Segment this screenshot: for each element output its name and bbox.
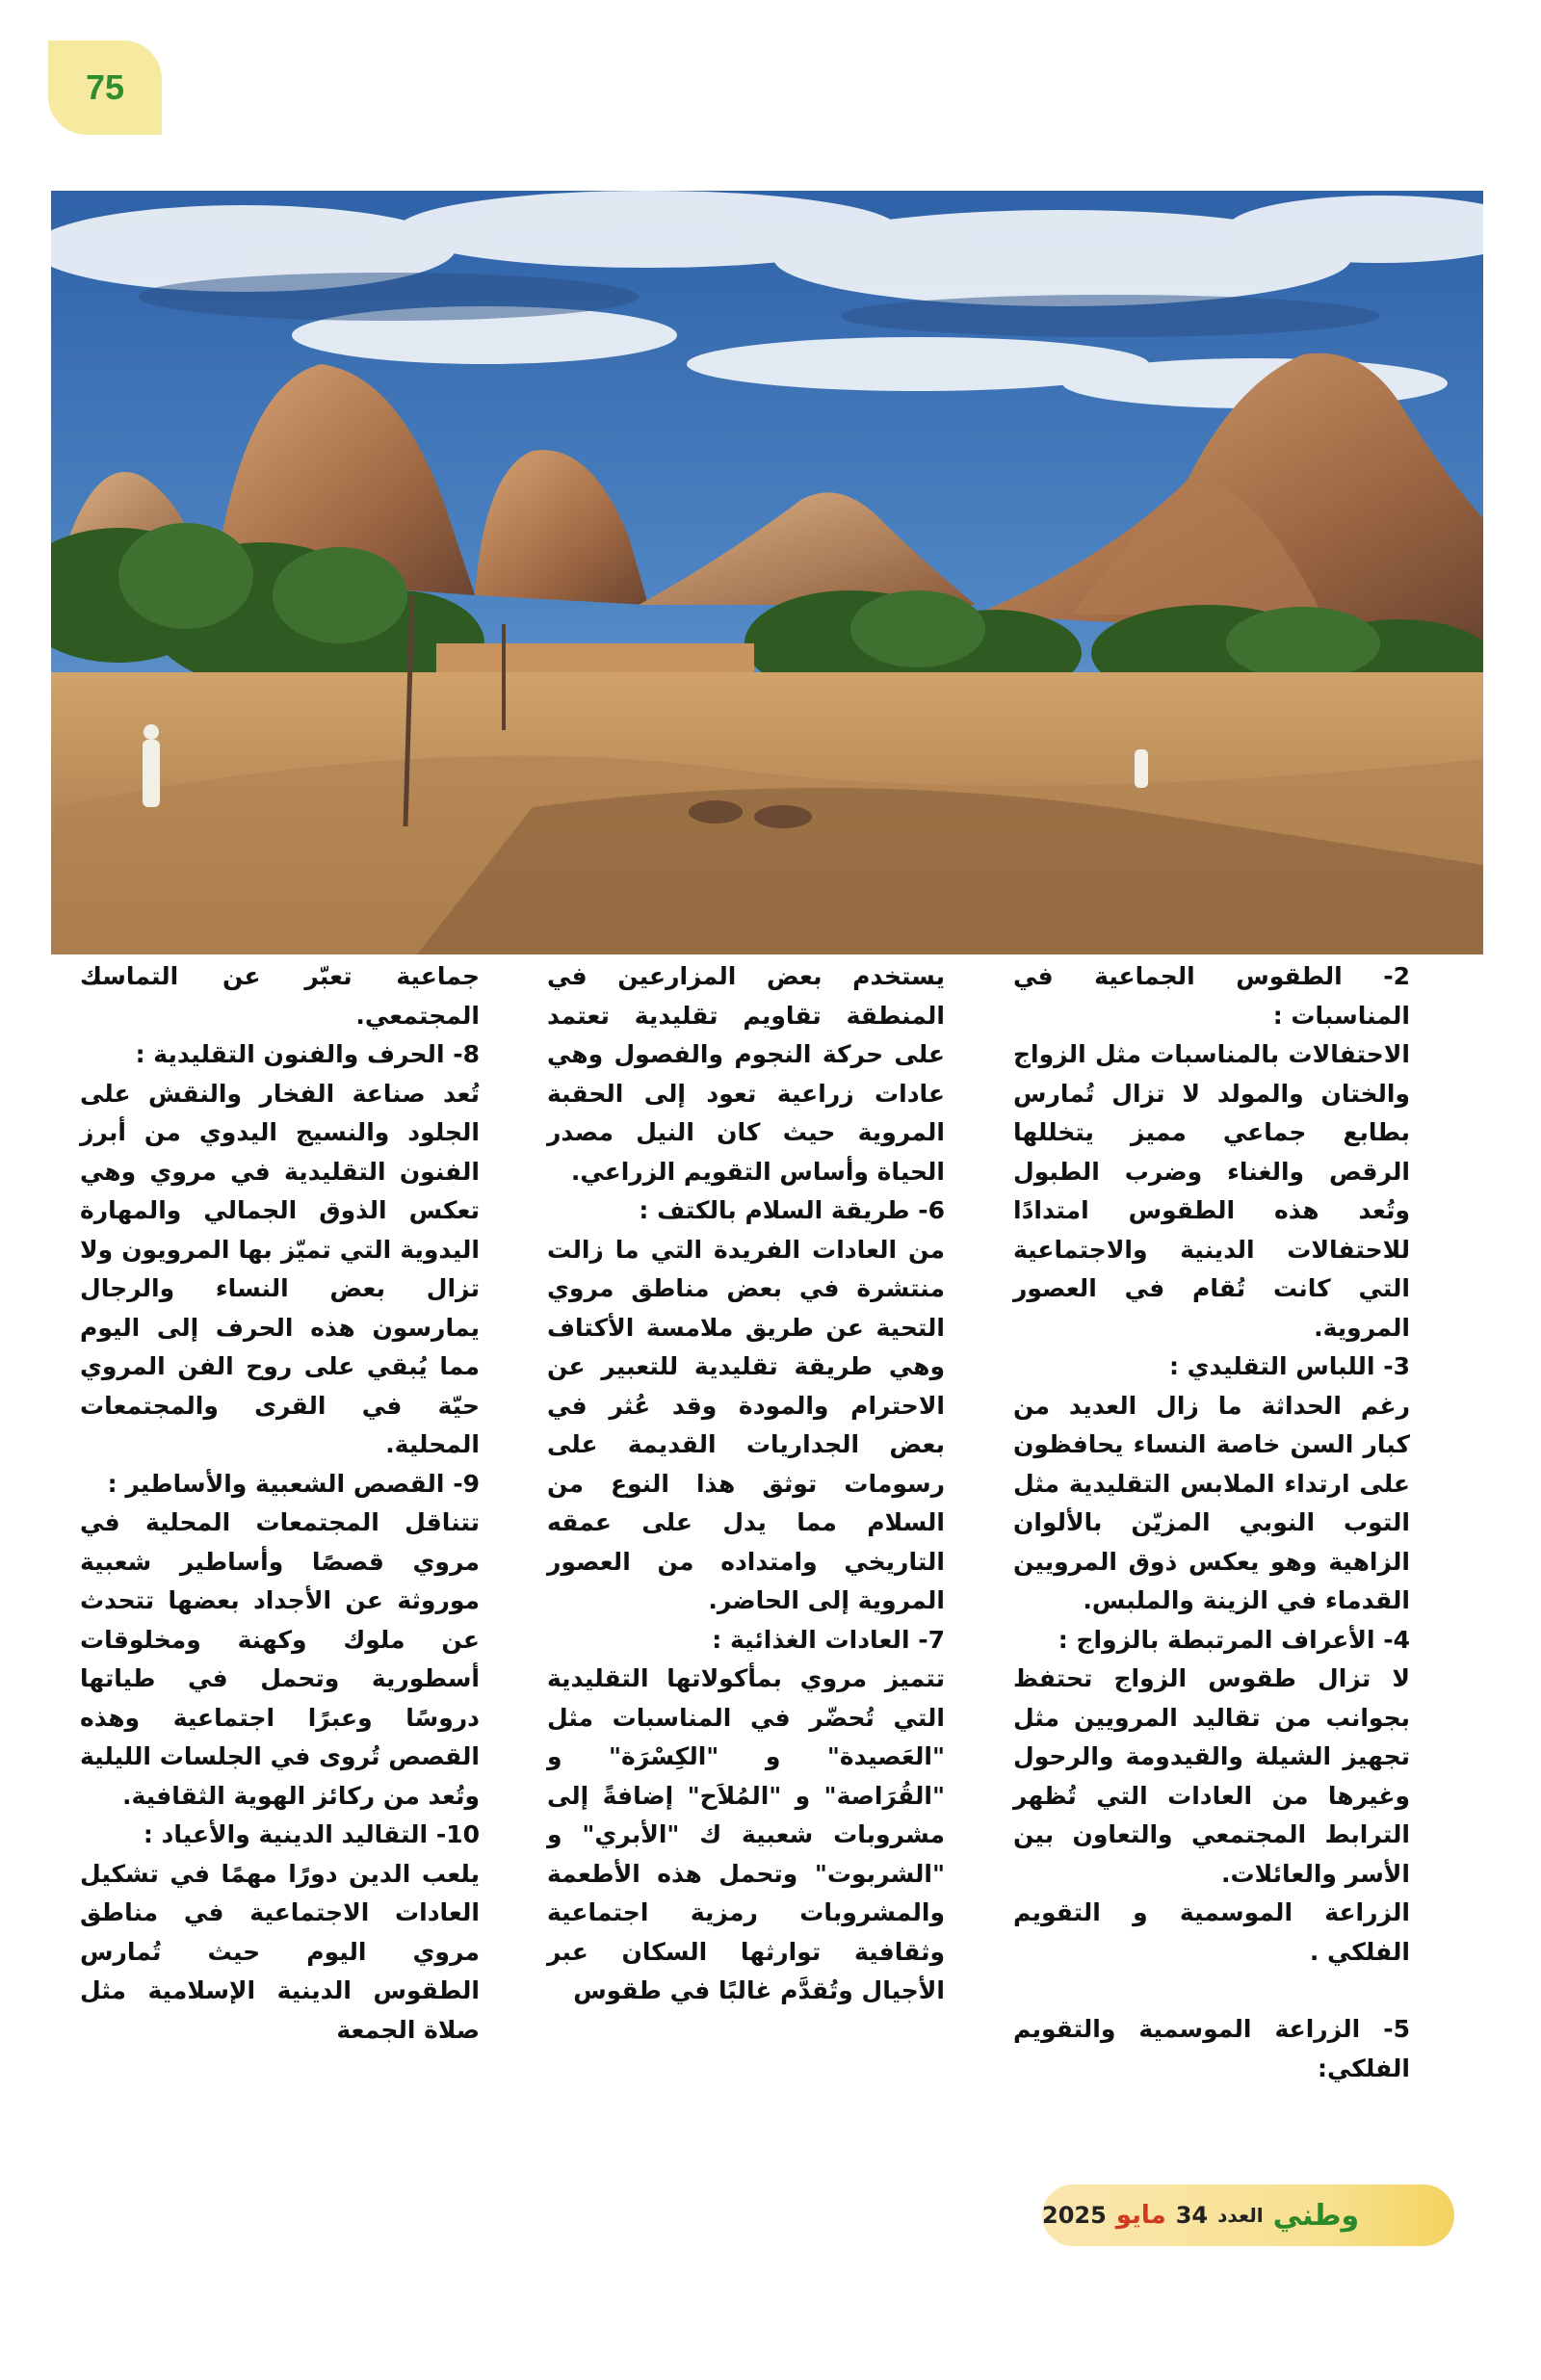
section-heading-9: 9- القصص الشعبية والأساطير :: [107, 1469, 480, 1498]
section-heading-5: 5- الزراعة الموسمية والتقويم الفلكي:: [1013, 2015, 1410, 2082]
page-number: 75: [48, 40, 162, 135]
section-heading-3: 3- اللباس التقليدي :: [1168, 1352, 1410, 1380]
section-paragraph-8: تُعد صناعة الفخار والنقش على الجلود والنسيج اليدوي من أبرز الفنون التقليدية في مروي وهي تعكس الذوق الجمالي والمهارة اليدوية التي تميّز بها المرويون ولا تزال بعض النساء والرجال يمارسون هذه الحرف إلى اليوم مما يُبقي على روح الفن المروي حيّة في القرى والمجتمعات المحلية.: [80, 1079, 480, 1458]
issue-label: العدد: [1217, 2204, 1264, 2227]
section-paragraph-3: رغم الحداثة ما زال العديد من كبار السن خاصة النساء يحافظون على ارتداء الملابس التقليدية مثل التوب النوبي المزيّن بالألوان الزاهية وهو يعكس ذوق المرويين القدماء في الزينة والملبس.: [1013, 1391, 1410, 1614]
article-column-right: [1013, 957, 1410, 2137]
issue-year: 2025: [1042, 2202, 1107, 2229]
section-paragraph-6: من العادات الفريدة التي ما زالت منتشرة في بعض مناطق مروي التحية عن طريق ملامسة الأكتاف وهي طريقة تقليدية للتعبير عن الاحترام والمودة وقد عُثر في بعض الجداريات القديمة على رسومات توثق هذا النوع من السلام مما يدل على عمقه التاريخي وامتداده من العصور المروية إلى الحاضر.: [547, 1235, 945, 1614]
section-heading-10: 10- التقاليد الدينية والأعياد :: [143, 1820, 480, 1848]
section-paragraph-5: يستخدم بعض المزارعين في المنطقة تقاويم تقليدية تعتمد على حركة النجوم والفصول وهي عادات زراعية تعود إلى الحقبة المروية حيث كان النيل مصدر الحياة وأساس التقويم الزراعي.: [547, 962, 945, 1186]
issue-number: 34: [1175, 2202, 1209, 2229]
section-heading-6: 6- طريقة السلام بالكتف :: [639, 1196, 945, 1224]
issue-month: مايو: [1115, 2201, 1166, 2230]
footer-issue-info: [1042, 2184, 1454, 2246]
article-column-middle: [547, 957, 945, 2137]
magazine-brand: وطني: [1272, 2198, 1360, 2233]
article-column-left: [80, 957, 480, 2137]
section-paragraph-10: يلعب الدين دورًا مهمًا في تشكيل العادات الاجتماعية في مناطق مروي اليوم حيث تُمارس الطقوس الدينية الإسلامية مثل صلاة الجمعة: [80, 1859, 480, 2044]
section-paragraph-4: لا تزال طقوس الزواج تحتفظ بجوانب من تقاليد المرويين مثل تجهيز الشيلة والقيدومة والرحول وغيرها من العادات التي تُظهر الترابط المجتمعي والتعاون بين الأسر والعائلات.: [1013, 1664, 1410, 1888]
section-heading-2: 2- الطقوس الجماعية في المناسبات :: [1013, 962, 1410, 1030]
section-heading-8: 8- الحرف والفنون التقليدية :: [135, 1040, 480, 1068]
section-subtitle-agriculture: الزراعة الموسمية و التقويم الفلكي .: [1013, 1898, 1410, 1966]
section-paragraph-7-continued: جماعية تعبّر عن التماسك المجتمعي.: [80, 962, 480, 1030]
section-paragraph-7: تتميز مروي بمأكولاتها التقليدية التي تُحضّر في المناسبات مثل "العَصيدة" و "الكِسْرَة" و "القُرَاصة" و "المُلاَح" إضافةً إلى مشروبات شعبية ك "الأبري" و "الشربوت" وتحمل هذه الأطعمة والمشروبات رمزية اجتماعية وثقافية توارثها السكان عبر الأجيال وتُقدَّم غالبًا في طقوس: [547, 1664, 945, 2004]
section-paragraph-2: الاحتفالات بالمناسبات مثل الزواج والختان والمولد لا تزال تُمارس بطابع جماعي مميز يتخللها الرقص والغناء وضرب الطبول وتُعد هذه الطقوس امتدادًا للاحتفالات الدينية والاجتماعية التي كانت تُقام في العصور المروية.: [1013, 1040, 1410, 1342]
section-paragraph-9: تتناقل المجتمعات المحلية في مروي قصصًا وأساطير شعبية موروثة عن الأجداد بعضها تتحدث عن ملوك وكهنة ومخلوقات أسطورية وتحمل في طياتها دروسًا وعبرًا اجتماعية وهذه القصص تُروى في الجلسات الليلية وتُعد من ركائز الهوية الثقافية.: [80, 1508, 480, 1810]
section-heading-7: 7- العادات الغذائية :: [712, 1625, 945, 1654]
landscape-illustration: [51, 191, 1483, 955]
landscape-photo: [51, 191, 1483, 955]
section-heading-4: 4- الأعراف المرتبطة بالزواج :: [1058, 1625, 1410, 1654]
